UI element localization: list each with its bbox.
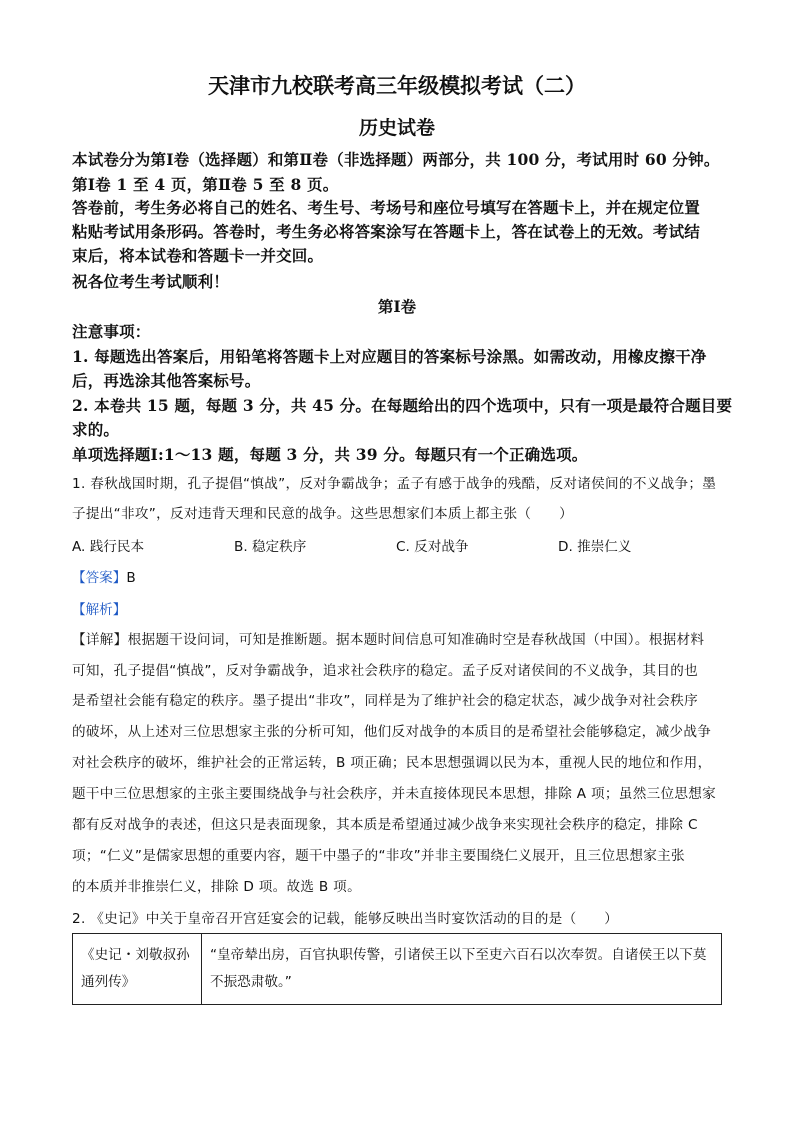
- note-line: 求的。: [72, 420, 120, 439]
- answer-tag: 【答案】: [72, 570, 127, 586]
- intro-line: 本试卷分为第Ⅰ卷（选择题）和第Ⅱ卷（非选择题）两部分，共 100 分，考试用时 60 分钟。: [72, 150, 720, 169]
- note-line: 1. 每题选出答案后，用铅笔将答题卡上对应题目的答案标号涂黑。如需改动，用橡皮擦干净: [72, 347, 707, 366]
- notes-heading: 注意事项：: [72, 322, 151, 341]
- intro-line: 祝各位考生考试顺利！: [72, 272, 230, 291]
- q1-detail-line: 对社会秩序的破坏，维护社会的正常运转，B 项正确；民本思想强调以民为本，重视人民的地位和作用，: [72, 755, 712, 771]
- intro-line: 答卷前，考生务必将自己的姓名、考生号、考场号和座位号填写在答题卡上，并在规定位置: [72, 198, 701, 217]
- intro-line: 第Ⅰ卷 1 至 4 页，第Ⅱ卷 5 至 8 页。: [72, 175, 339, 194]
- source-cell: 《史记・刘敬叔孙通列传》: [73, 934, 202, 1005]
- intro-line: 粘贴考试用条形码。答卷时，考生务必将答案涂写在答题卡上，答在试卷上的无效。考试结: [72, 222, 701, 241]
- q1-option-c: C. 反对战争: [396, 539, 469, 555]
- section-title: 第Ⅰ卷: [377, 297, 417, 316]
- q1-option-d: D. 推崇仁义: [558, 539, 632, 555]
- q1-detail-line: 的本质并非推崇仁义，排除 D 项。故选 B 项。: [72, 879, 361, 895]
- q1-stem-line: 1. 春秋战国时期，孔子提倡“慎战”，反对争霸战争；孟子有感于战争的残酷，反对诸侯间的不义战争；墨: [72, 476, 717, 492]
- q1-option-b: B. 稳定秩序: [234, 539, 307, 555]
- note-line: 单项选择题Ⅰ:1～13 题，每题 3 分，共 39 分。每题只有一个正确选项。: [72, 445, 588, 464]
- exam-title: 天津市九校联考高三年级模拟考试（二）: [208, 73, 586, 98]
- q1-answer: [72, 566, 136, 586]
- q1-detail-line: 可知，孔子提倡“慎战”，反对争霸战争，追求社会秩序的稳定。孟子反对诸侯间的不义战争，其目的也: [72, 663, 699, 679]
- q1-detail-line: 的破坏，从上述对三位思想家主张的分析可知，他们反对战争的本质目的是希望社会能够稳定，减少战争: [72, 724, 712, 740]
- q1-detail-line: 项；“仁义”是儒家思想的重要内容，题干中墨子的“非攻”并非主要围绕仁义展开，且三位思想家主张: [72, 848, 685, 864]
- q2-source-table: [72, 933, 722, 1005]
- q1-detail-line: 题干中三位思想家的主张主要围绕战争与社会秩序，并未直接体现民本思想，排除 A 项；虽然三位思想家: [72, 786, 717, 802]
- q1-analysis-tag: 【解析】: [72, 602, 127, 618]
- note-line: 2. 本卷共 15 题，每题 3 分，共 45 分。在每题给出的四个选项中，只有一项是最符合题目要: [72, 396, 733, 415]
- exam-subtitle: 历史试卷: [358, 117, 435, 139]
- q2-stem: 2. 《史记》中关于皇帝召开宫廷宴会的记载，能够反映出当时宴饮活动的目的是（ ）: [72, 911, 619, 927]
- q1-stem-line: 子提出“非攻”，反对违背天理和民意的战争。这些思想家们本质上都主张（ ）: [72, 506, 573, 522]
- q1-detail-line: 是希望社会能有稳定的秩序。墨子提出“非攻”，同样是为了维护社会的稳定状态，减少战争对社会秩序: [72, 693, 699, 709]
- table-row: [73, 934, 722, 1005]
- q1-option-a: A. 践行民本: [72, 539, 145, 555]
- answer-value: B: [126, 570, 136, 586]
- q1-detail-line: 都有反对战争的表述，但这只是表面现象，其本质是希望通过减少战争来实现社会秩序的稳定，排除 C: [72, 817, 698, 833]
- intro-line: 束后，将本试卷和答题卡一并交回。: [72, 246, 324, 265]
- note-line: 后，再选涂其他答案标号。: [72, 371, 261, 390]
- quote-cell: “皇帝辇出房，百官执职传警，引诸侯王以下至吏六百石以次奉贺。自诸侯王以下莫不振恐肃敬。”: [202, 934, 722, 1005]
- q1-detail-line: 【详解】根据题干设问词，可知是推断题。据本题时间信息可知准确时空是春秋战国（中国）。根据材料: [72, 632, 705, 648]
